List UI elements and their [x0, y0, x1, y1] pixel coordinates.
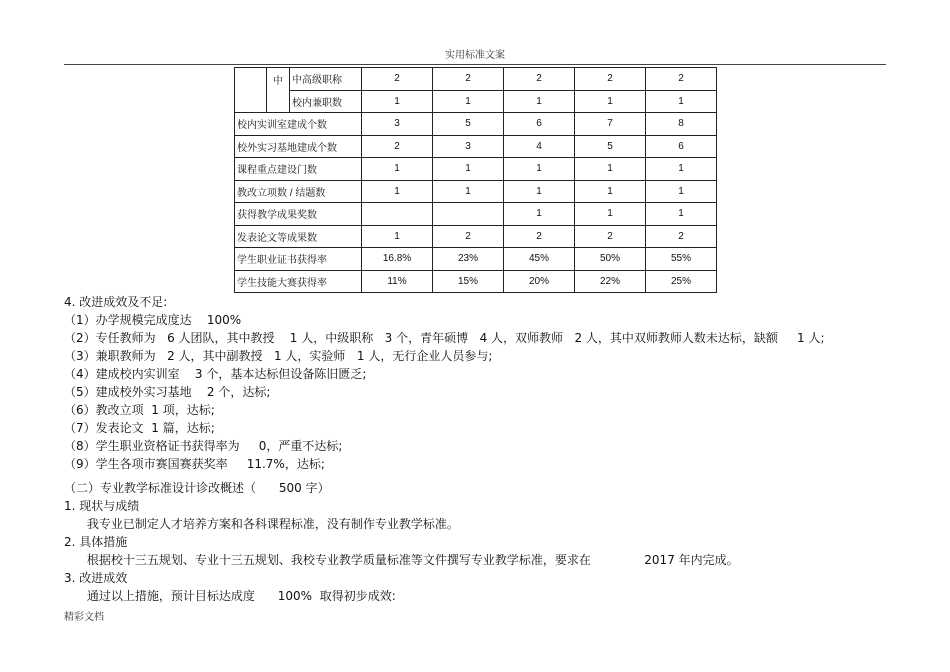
table-cell — [362, 203, 433, 226]
table-row — [235, 135, 717, 158]
table-cell: 3 — [433, 135, 504, 158]
body-line: （9）学生各项市赛国赛获奖率 11.7%，达标; — [64, 457, 325, 471]
row-label: 学生技能大赛获得率 — [235, 270, 362, 293]
table-cell: 11% — [362, 270, 433, 293]
table-cell: 25% — [646, 270, 717, 293]
table-cell: 1 — [504, 90, 575, 113]
blank-cell — [235, 68, 267, 113]
table-cell: 1 — [433, 90, 504, 113]
table-cell: 2 — [575, 68, 646, 91]
table-cell: 8 — [646, 113, 717, 136]
table-row — [235, 113, 717, 136]
table-cell: 2 — [575, 225, 646, 248]
table-cell: 3 — [362, 113, 433, 136]
page-footer: 精彩文档 — [64, 612, 104, 623]
row-label: 校外实习基地建成个数 — [235, 135, 362, 158]
table-cell: 1 — [504, 180, 575, 203]
body-line: 4. 改进成效及不足: — [64, 295, 168, 309]
table-cell: 22% — [575, 270, 646, 293]
table-row — [235, 158, 717, 181]
table-cell: 2 — [362, 135, 433, 158]
table-cell: 6 — [646, 135, 717, 158]
body-line: 3. 改进成效 — [64, 571, 128, 585]
table-row — [235, 90, 717, 113]
table-cell: 1 — [433, 158, 504, 181]
table-cell: 16.8% — [362, 248, 433, 271]
table-cell: 7 — [575, 113, 646, 136]
table-row — [235, 225, 717, 248]
table-cell: 5 — [433, 113, 504, 136]
table-cell: 2 — [433, 225, 504, 248]
table-cell: 6 — [504, 113, 575, 136]
table-cell: 23% — [433, 248, 504, 271]
table-cell: 1 — [504, 203, 575, 226]
table-cell: 2 — [504, 225, 575, 248]
row-label: 校内兼职数 — [290, 90, 362, 113]
table-cell: 1 — [362, 158, 433, 181]
row-label: 校内实训室建成个数 — [235, 113, 362, 136]
table-cell: 55% — [646, 248, 717, 271]
body-line: （6）教改立项 1 项，达标; — [64, 403, 215, 417]
table-cell: 2 — [362, 68, 433, 91]
table-row — [235, 68, 717, 91]
table-cell: 1 — [362, 180, 433, 203]
body-line: 1. 现状与成绩 — [64, 499, 140, 513]
table-cell: 1 — [433, 180, 504, 203]
body-line: （3）兼职教师为 2 人，其中副教授 1 人，实验师 1 人，无行企业人员参与; — [64, 349, 493, 363]
table-cell: 4 — [504, 135, 575, 158]
table-cell: 1 — [646, 90, 717, 113]
body-line: 根据校十三五规划、专业十三五规划、我校专业教学质量标准等文件撰写专业教学标准，要求在 2017 年内完成。 — [64, 553, 739, 567]
table-cell: 1 — [646, 158, 717, 181]
row-label: 获得教学成果奖数 — [235, 203, 362, 226]
body-line: （7）发表论文 1 篇，达标; — [64, 421, 215, 435]
row-label: 课程重点建设门数 — [235, 158, 362, 181]
table-cell: 1 — [504, 158, 575, 181]
data-table — [234, 67, 717, 293]
group-cell: 中 — [267, 68, 290, 113]
body-line: （2）专任教师为 6 人团队，其中教授 1 人，中级职称 3 个，青年硕博 4 人，双师教师 2 人，其中双师教师人数未达标，缺额 1 人; — [64, 331, 825, 345]
table-row — [235, 248, 717, 271]
body-line: 通过以上措施，预计目标达成度 100% 取得初步成效: — [64, 589, 396, 603]
row-label: 中高级职称 — [290, 68, 362, 91]
table-cell: 15% — [433, 270, 504, 293]
table-cell: 45% — [504, 248, 575, 271]
table-cell: 1 — [362, 90, 433, 113]
table-cell: 50% — [575, 248, 646, 271]
table-cell: 1 — [646, 203, 717, 226]
table-cell: 2 — [646, 225, 717, 248]
table-cell: 2 — [646, 68, 717, 91]
body-line: 2. 具体措施 — [64, 535, 128, 549]
table-cell: 1 — [575, 203, 646, 226]
table-cell — [433, 203, 504, 226]
table-cell: 20% — [504, 270, 575, 293]
row-label: 学生职业证书获得率 — [235, 248, 362, 271]
body-line: （4）建成校内实训室 3 个，基本达标但设备陈旧匮乏; — [64, 367, 367, 381]
table-cell: 1 — [575, 158, 646, 181]
table-cell: 1 — [575, 90, 646, 113]
body-line: （二）专业教学标准设计诊改概述（ 500 字） — [64, 481, 330, 495]
body-line: （8）学生职业资格证书获得率为 0，严重不达标; — [64, 439, 343, 453]
table-cell: 2 — [433, 68, 504, 91]
row-label: 发表论文等成果数 — [235, 225, 362, 248]
row-label: 教改立项数 / 结题数 — [235, 180, 362, 203]
body-line: 我专业已制定人才培养方案和各科课程标准，没有制作专业教学标准。 — [64, 517, 459, 531]
body-line: （1）办学规模完成度达 100% — [64, 313, 242, 327]
body-line: （5）建成校外实习基地 2 个，达标; — [64, 385, 271, 399]
header-rule — [64, 64, 886, 65]
table-cell: 2 — [504, 68, 575, 91]
table-cell: 1 — [362, 225, 433, 248]
table-cell: 1 — [575, 180, 646, 203]
table-row — [235, 203, 717, 226]
table-cell: 5 — [575, 135, 646, 158]
page-header-title: 实用标准文案 — [445, 50, 505, 61]
table-cell: 1 — [646, 180, 717, 203]
table-row — [235, 270, 717, 293]
table-row — [235, 180, 717, 203]
